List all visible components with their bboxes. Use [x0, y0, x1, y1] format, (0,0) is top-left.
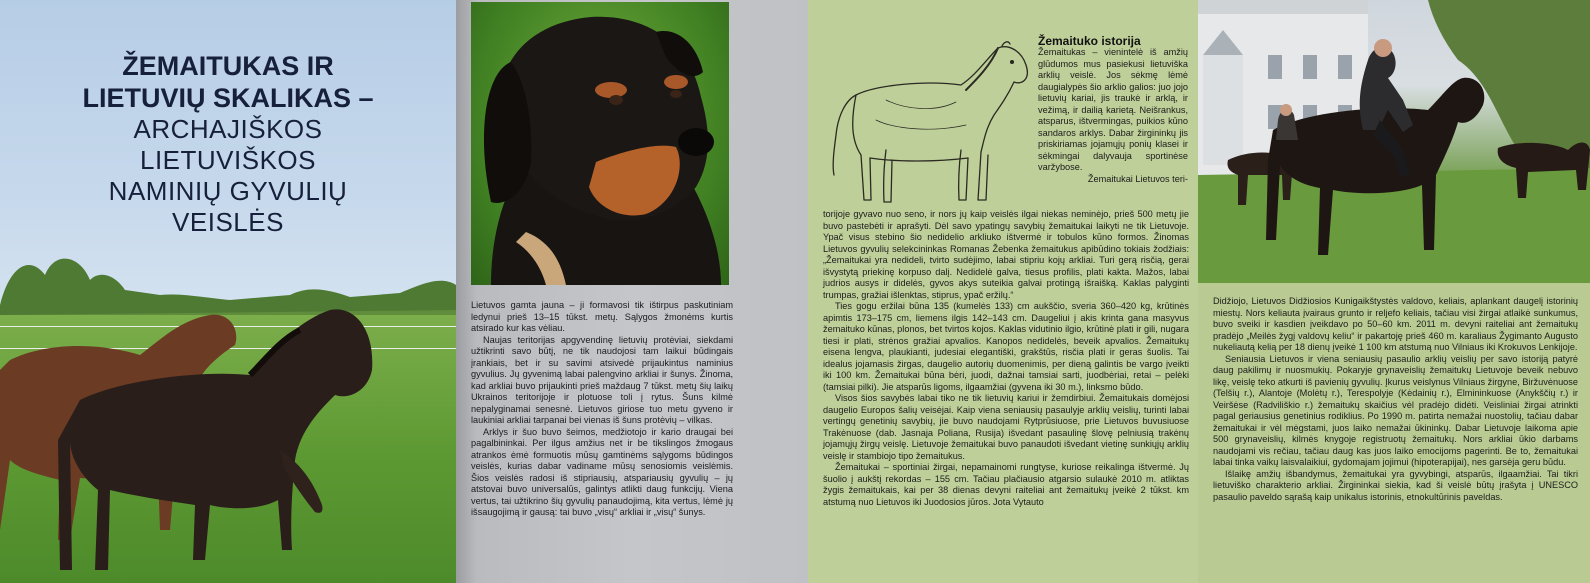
riders-page	[1198, 0, 1590, 583]
hound-illustration	[471, 2, 729, 285]
paragraph: torijoje gyvavo nuo seno, ir nors jų kaip veislės ilgai niekas neminėjo, prieš 500 metų jie buvo pastebėti ir aprašyti. Dėl savo ypatingų savybių žemaitukai laikyti ne tik Lietuvoje. Ypač visus stebino šio nedidelio arkliuko ištvermė ir tobulos kūno formos. Žinomas Lietuvos gyvulių selekcininkas Romanas Žebenka žemaitukus apibūdino tokiais žodžiais: „Žemaitukai yra nedideli, tvirto sudėjimo, labai stipriu kojų arkliai. Turi gerą risčią, gerai išvystytą priekinę korpuso dalį. Nedidelė galva, tiesus profilis, plati kakta. Mažos, labai judrios ausys ir didelės, gyvos akys suteikia galvai protingą išraišką. Kaklas palyginti trumpas, gražiai išlenktas, stiprus, ypač eržilų.“	[823, 209, 1189, 300]
paragraph: Ties gogu eržilai būna 135 (kumelės 133) cm aukščio, sveria 360–420 kg, krūtinės apimtis 173–175 cm, liemens ilgis 142–143 cm. Daugeliui į akis krinta gana masyvus žemaituko kūnas, plonos, bet tvirtos kojos. Kaklas vidutinio ilgio, krūtinė plati ir gili, nugara tiesi ir plati, strėnos gražiai apvalios. Kanopos nedidelės, beveik apvalios. Žemaitukų eisena lengva, plaukianti, judesiai elegantiški, grakštūs, risčia plati ir geras šuolis. Tai idealus jojamasis žirgas, daugelio autorių duomenimis, per dieną galintis be vargo įveikti iki 100 km. Žemaitukai būna bėri, juodi, dažnai tamsiai sarti, juodbėriai, retai – pelėki (tamsiai pilki). Jie atsparūs ligoms, ilgaamžiai (gyvena iki 30 m.), linksmo būdo.	[823, 301, 1189, 392]
subtitle-line: LIETUVIŠKOS	[140, 145, 316, 175]
paragraph: Naujas teritorijas apgyvendinę lietuvių protėviai, siekdami užtikrinti savo būtį, ne tik naudojosi tam laikui būdingais įrankiais, bet ir su savimi atsivedė prijaukintus naminius gyvulius. Jų gyvenimą labai palengvino arkliai ir šunys. Žinoma, kad arkliai buvo prijaukinti prieš maždaug 7 tūkst. metų šių laikų Ukrainos teritorijoje ir plotuose toli į rytus. Šuns kilmė nepalyginamai senesnė. Lietuvos giriose tuo metu gyveno ir laukiniai arkliai tarpanai bei vienas iš šuns protėvių – vilkas.	[471, 334, 733, 425]
title-line: LIETUVIŲ SKALIKAS –	[82, 83, 374, 113]
paragraph: Didžiojo, Lietuvos Didžiosios Kunigaikštystės valdovo, keliais, aplankant daugelį istorinių miestų. Nors keliauta įvairaus grunto ir reljefo keliais, tačiau visi žirgai atlaikė sunkumus, buvo sveiki ir kasdien įveikdavo po 50–60 km. 2011 m. devyni raiteliai ant žemaitukų pradėjo „Meilės žygį valdovų keliu“ ir pakartoję prieš 460 m. karaliaus Žygimanto Augusto nukeliautą kelią per 18 dienų įveikė 1 100 km atstumą nuo Vilniaus iki Krokuvos Lenkijoje.	[1213, 296, 1578, 352]
riders-photo	[1198, 0, 1590, 283]
title-line: ŽEMAITUKAS IR	[122, 51, 334, 81]
subtitle-line: ARCHAJIŠKOS	[133, 114, 323, 144]
section-heading: Žemaituko istorija	[1038, 34, 1141, 48]
subtitle-line: NAMINIŲ GYVULIŲ	[108, 176, 348, 206]
history-page	[808, 0, 1198, 583]
paragraph: Seniausia Lietuvos ir viena seniausių pasaulio arklių veislių per savo istoriją patyrė daug pakilimų ir nuosmukių. Pokaryje grynaveislių žemaitukų Lietuvoje beveik nebuvo likę, veislę teko atkurti iš pavienių gyvulių. Įkurus veislynus Vilniaus žirgyne, Biržuvėnuose (Telšių r.), Alantoje (Molėtų r.), Terespolyje (Kėdainių r.), Elmininkuose (Anykščių r.) ir Veiršėse (Radviliškio r.) žemaitukų skaičius vėl pradėjo didėti. Veisliniai žirgai atrinkti pagal geriausius genetinius rodiklius. Po 1990 m. patirta nemažai nuostolių, tačiau dabar žemaitukai ir vėl mėgstami, juos laiko nemažai ūkininkų. Dabar Lietuvoje laikoma apie 500 grynaveislių, kilmės knygoje registruotų žemaitukų. Nors arkliai ūkio darbams naudojami vis rečiau, tačiau daug kas juos laiko emocijoms pagerinti. Be to, žemaitukai labai tinka vaikų laisvalaikiui, gydomajam jojimui (hipoterapijai), nes garsėja geru būdu.	[1213, 353, 1578, 467]
horses-illustration	[0, 300, 456, 583]
page4-article	[1213, 296, 1578, 503]
paragraph: Visos šios savybės labai tiko ne tik lietuvių kariui ir žemdirbiui. Žemaitukais domėjosi daugelio Europos šalių veisėjai. Kaip viena seniausių pasaulyje arklių veislių, turinti labai vertingų genetinių savybių, jie buvo naudojami Rytprūsiuose, prie Lietuvos buvusiuose Trakėnuose (dab. Jasnaja Poliana, Rusija) išvedant pasaulinę šlovę pelniusią trakėnų jojamųjų žirgų veislę. Lietuvoje žemaitukai buvo panaudoti išvedant vietinę sunkiųjų arklių veislę ir stambiojo tipo žemaitukus.	[823, 393, 1189, 461]
riders-illustration	[1198, 0, 1590, 283]
horse-sketch-illustration	[826, 40, 1034, 212]
paragraph: Žemaitukai Lietuvos teri-	[1087, 173, 1188, 184]
page2-article	[471, 300, 733, 519]
paragraph: Išlaikę amžių išbandymus, žemaitukai yra gyvybingi, atsparūs, ilgaamžiai. Tai tikri lietuviško charakterio arkliai. Žirgininkai siekia, kad ši veislė būtų įrašyta į UNESCO pasaulio paveldo sąrašą kaip unikalus istorinis, etnokultūrinis paveldas.	[1213, 468, 1578, 502]
paragraph: Žemaitukai – sportiniai žirgai, nepamainomi rungtyse, kuriose reikalinga ištvermė. Jų šuolio į aukštį rekordas – 155 cm. Tačiau plačiausio atgarsio sulaukė 2010 m. atliktas žygis žemaitukais, kai per 38 dienas devyni raiteliai ant žemaitukų įveikė 2 tūkst. km atstumą nuo Lietuvos iki Juodosios jūros. Jota Vytauto	[823, 462, 1189, 507]
paragraph: Arklys ir šuo buvo šeimos, medžiotojo ir kario draugai bei pagalbininkai. Per ilgus amžius net ir be tikslingos žmogaus atrankos ėmė formuotis mūsų gamtinėms sąlygoms būdingos veislės, kurias dabar vadiname mūsų senosiomis veislėmis. Šios veislės radosi iš stipriausių, atspariausių gyvulių – jų atstovai buvo universalūs, galintys atlikti daug funkcijų. Viena vertus, tai užtikrino šių gyvulių panaudojimą, kita vertus, lėmė jų išsaugojimą ir gausą: tai buvo „visų“ arkliai ir „visų“ šunys.	[471, 426, 733, 517]
paragraph: Lietuvos gamta jauna – ji formavosi tik ištirpus paskutiniam ledynui prieš 13–15 tūkst. metų. Sąlygos žmonėms kurtis atsirado kur kas vėliau.	[471, 300, 733, 333]
history-intro	[1038, 47, 1188, 185]
subtitle-line: VEISLĖS	[172, 207, 284, 237]
cover-page	[0, 0, 456, 583]
paragraph: Žemaitukas – vienintelė iš amžių glūdumos mus pasiekusi lietuviška arklių veislė. Jos sėkmę lėmė daugialypės šio arklio galios: juo jojo lietuvių kariai, jis traukė ir arklą, ir vežimą, ir dailią karietą. Neišrankus, atsparus, ištvermingas, puikios kūno sandaros arklys. Dabar žirgininkų jis priskiriamas jojamųjų ponių klasei ir sėkmingai dalyvauja sportinėse varžybose.	[1038, 47, 1188, 172]
hound-photo	[471, 2, 729, 285]
cover-title	[20, 50, 436, 238]
history-article	[823, 209, 1189, 508]
dog-page	[456, 0, 808, 583]
